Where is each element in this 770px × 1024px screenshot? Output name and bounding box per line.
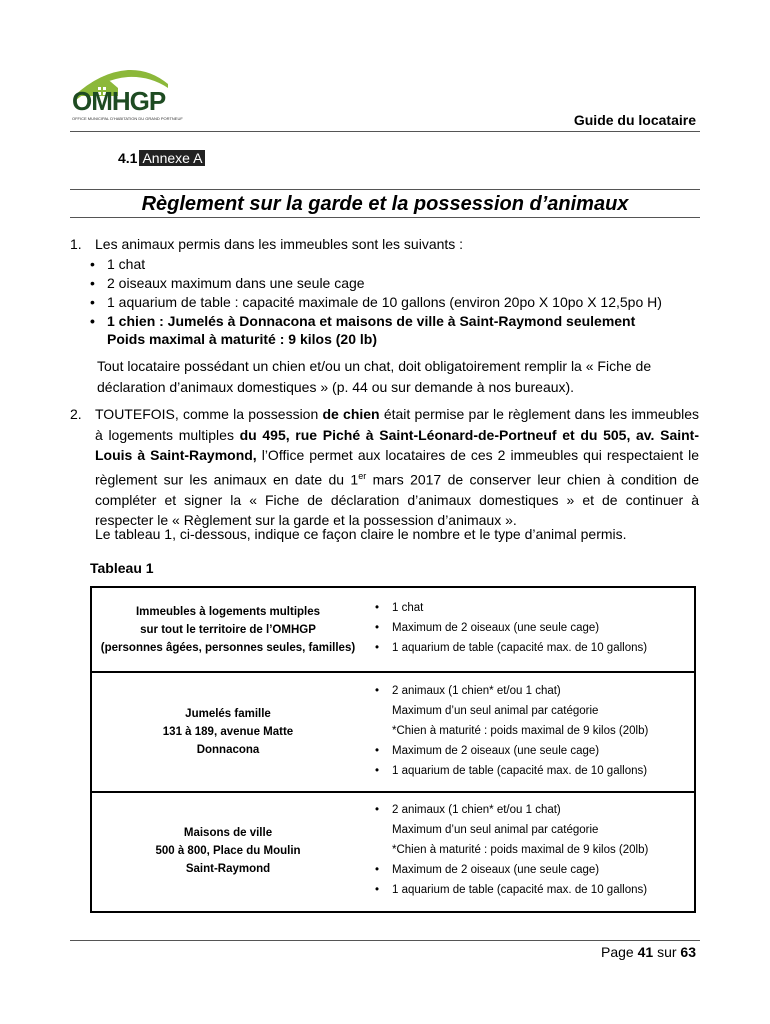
table-row-1-building: Immeubles à logements multiples sur tout le territoire de l’OMHGP (personnes âgées, personnes seules, familles)	[100, 606, 356, 654]
item1-bullet: • 1 chat	[107, 254, 145, 274]
item2-followup: Le tableau 1, ci-dessous, indique ce façon claire le nombre et le type d’animal permis.	[95, 526, 627, 542]
item1-bullet: • 1 aquarium de table : capacité maximale de 10 gallons (environ 20po X 10po X 12,5po H)	[107, 292, 662, 312]
item1-dog-weight: Poids maximal à maturité : 9 kilos (20 lb)	[107, 331, 377, 347]
table-row-1-allowed: • 1 chat • Maximum de 2 oiseaux (une seule cage) • 1 aquarium de table (capacité max. de 10 gallons)	[392, 598, 692, 658]
pets-table	[90, 586, 696, 913]
table-title: Tableau 1	[90, 560, 154, 576]
header-guide-title: Guide du locataire	[573, 112, 696, 128]
table-row-3-building: Maisons de ville 500 à 800, Place du Moulin Saint-Raymond	[155, 827, 301, 875]
item1-note: Tout locataire possédant un chien et/ou un chat, doit obligatoirement remplir la « Fiche de déclaration d’animaux domestiques » (p. 44 ou sur demande à nos bureaux).	[97, 358, 652, 395]
section-number: 4.1	[118, 150, 138, 166]
item1-number: 1.	[70, 236, 82, 252]
item1-intro: Les animaux permis dans les immeubles sont les suivants :	[95, 236, 464, 252]
item1-bullet-dog: • 1 chien : Jumelés à Donnacona et maisons de ville à Saint-Raymond seulement	[107, 311, 635, 331]
item2-paragraph: TOUTEFOIS, comme la possession de chien était permise par le règlement dans les immeubles à logements multiples du 495, rue Piché à Saint-Léonard-de-Portneuf et du 505, av. Saint-Louis à Saint-Raymond, l’Office permet aux locataires de ces 2 immeubles qui respectaient le règlement sur les animaux en date du 1er mars 2017 de conserver leur chien à condition de compléter et signer la « Fiche de déclaration d’animaux domestiques » et de continuer à respecter le « Règlement sur la garde et la possession d’animaux ».	[95, 406, 700, 529]
section-label: Annexe A	[139, 150, 205, 166]
footer-divider	[70, 940, 700, 941]
table-row-3-allowed: • 2 animaux (1 chien* et/ou 1 chat) Maximum d’un seul animal par catégorie *Chien à maturité : poids maximal de 9 kilos (20lb) • Maximum de 2 oiseaux (une seule cage) • 1 aquarium de table (capacité max. de 10 gallons)	[392, 800, 692, 900]
table-row-2-allowed: • 2 animaux (1 chien* et/ou 1 chat) Maximum d’un seul animal par catégorie *Chien à maturité : poids maximal de 9 kilos (20lb) • Maximum de 2 oiseaux (une seule cage) • 1 aquarium de table (capacité max. de 10 gallons)	[392, 681, 692, 781]
item1-bullet: • 2 oiseaux maximum dans une seule cage	[107, 273, 365, 293]
header-divider	[70, 131, 700, 132]
page-title: Règlement sur la garde et la possession d’animaux	[141, 193, 629, 215]
table-row-divider	[92, 791, 694, 793]
page-number: Page 41 sur 63	[601, 944, 696, 960]
section-heading	[118, 150, 205, 166]
title-top-rule	[70, 189, 700, 190]
table-row-2-building: Jumelés famille 131 à 189, avenue Matte Donnacona	[162, 708, 294, 756]
table-row-divider	[92, 671, 694, 673]
item2-number: 2.	[70, 406, 82, 422]
logo-wordmark: OMHGP	[72, 86, 166, 116]
title-bottom-rule	[70, 217, 700, 218]
logo-tagline: OFFICE MUNICIPAL D'HABITATION DU GRAND PORTNEUF	[72, 116, 183, 121]
